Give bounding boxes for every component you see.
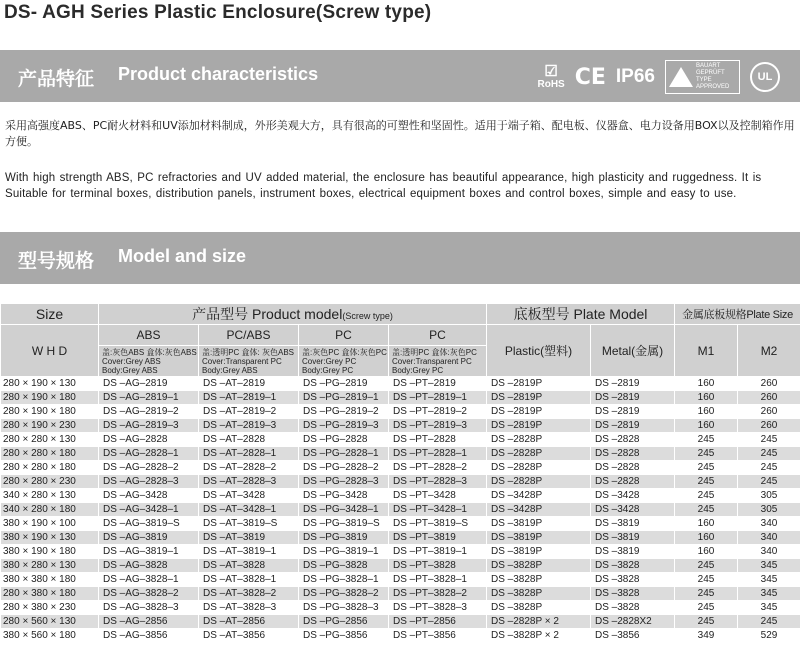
cell-pcabs-model: DS –AT–3828–3 (199, 601, 299, 615)
col-pc-transparent-header: PC (389, 325, 487, 346)
cell-pc-grey-model: DS –PG–3828–2 (299, 587, 389, 601)
table-row (1, 503, 800, 517)
cell-pcabs-model: DS –AT–3856 (199, 629, 299, 643)
cell-pc-grey-model: DS –PG–2819–2 (299, 405, 389, 419)
cell-metal-plate: DS –2819 (591, 405, 675, 419)
table-row (1, 461, 800, 475)
cell-pcabs-model: DS –AT–3828 (199, 559, 299, 573)
cell-pcabs-model: DS –AT–2828–3 (199, 475, 299, 489)
cell-pc-transparent-model: DS –PT–3856 (389, 629, 487, 643)
size-header: Size (1, 304, 99, 325)
cell-m2: 529 (738, 629, 800, 643)
table-row (1, 517, 800, 531)
cell-pc-grey-model: DS –PG–2828 (299, 433, 389, 447)
cell-m2: 345 (738, 587, 800, 601)
cell-abs-model: DS –AG–3819 (99, 531, 199, 545)
cell-pc-grey-model: DS –PG–3819–1 (299, 545, 389, 559)
cell-metal-plate: DS –3828 (591, 573, 675, 587)
cell-m2: 345 (738, 601, 800, 615)
cell-m1: 160 (675, 545, 738, 559)
cell-m2: 245 (738, 447, 800, 461)
cell-abs-model: DS –AG–3828–1 (99, 573, 199, 587)
cell-m1: 245 (675, 615, 738, 629)
table-row (1, 433, 800, 447)
cell-pcabs-model: DS –AT–3428–1 (199, 503, 299, 517)
cell-pcabs-model: DS –AT–2856 (199, 615, 299, 629)
cell-pc-transparent-model: DS –PT–2828–2 (389, 461, 487, 475)
section-title-cn: 型号规格 (18, 251, 95, 272)
cell-metal-plate: DS –2828 (591, 433, 675, 447)
table-row (1, 573, 800, 587)
cell-plastic-plate: DS –3428P (487, 489, 591, 503)
cell-m2: 260 (738, 419, 800, 433)
cell-abs-model: DS –AG–3828 (99, 559, 199, 573)
cell-m1: 160 (675, 405, 738, 419)
cell-plastic-plate: DS –3819P (487, 545, 591, 559)
cell-plastic-plate: DS –3819P (487, 531, 591, 545)
cell-m1: 245 (675, 503, 738, 517)
desc-pcabs: 盖:透明PC 盒体: 灰色ABS Cover:Transparent PC Body:Grey ABS (199, 346, 299, 377)
cell-plastic-plate: DS –2819P (487, 405, 591, 419)
cell-m2: 305 (738, 503, 800, 517)
cell-metal-plate: DS –3819 (591, 545, 675, 559)
cell-size: 280 × 190 × 230 (1, 419, 99, 433)
cell-pcabs-model: DS –AT–3819–1 (199, 545, 299, 559)
cell-metal-plate: DS –2828 (591, 461, 675, 475)
cell-abs-model: DS –AG–3428 (99, 489, 199, 503)
cell-abs-model: DS –AG–2828–3 (99, 475, 199, 489)
cell-m2: 245 (738, 461, 800, 475)
bauart-approved-icon: BAUART GEPRÜFT TYPE APPROVED (665, 60, 740, 94)
cell-pcabs-model: DS –AT–2819–2 (199, 405, 299, 419)
table-row (1, 489, 800, 503)
cell-size: 280 × 280 × 180 (1, 461, 99, 475)
cell-size: 280 × 380 × 230 (1, 601, 99, 615)
col-abs-header: ABS (99, 325, 199, 346)
cell-size: 340 × 280 × 130 (1, 489, 99, 503)
table-row (1, 601, 800, 615)
cell-metal-plate: DS –3828 (591, 559, 675, 573)
cell-m2: 245 (738, 475, 800, 489)
cell-m2: 340 (738, 531, 800, 545)
cell-size: 380 × 560 × 180 (1, 629, 99, 643)
cell-m1: 160 (675, 377, 738, 391)
cell-plastic-plate: DS –3828P (487, 573, 591, 587)
cell-metal-plate: DS –3819 (591, 531, 675, 545)
cell-metal-plate: DS –3428 (591, 503, 675, 517)
cell-plastic-plate: DS –3819P (487, 517, 591, 531)
plate-model-header: 底板型号 Plate Model (487, 304, 675, 325)
cell-pcabs-model: DS –AT–3828–1 (199, 573, 299, 587)
cell-plastic-plate: DS –2819P (487, 377, 591, 391)
cell-size: 280 × 380 × 180 (1, 587, 99, 601)
cell-pcabs-model: DS –AT–2828 (199, 433, 299, 447)
ip66-rating: IP66 (615, 66, 655, 87)
cell-size: 280 × 190 × 180 (1, 391, 99, 405)
cell-abs-model: DS –AG–3428–1 (99, 503, 199, 517)
table-row (1, 615, 800, 629)
cell-pc-transparent-model: DS –PT–2819 (389, 377, 487, 391)
cell-plastic-plate: DS –2819P (487, 391, 591, 405)
cell-plastic-plate: DS –2828P (487, 461, 591, 475)
model-size-table (0, 303, 800, 643)
cell-abs-model: DS –AG–2819 (99, 377, 199, 391)
table-row (1, 447, 800, 461)
table-row (1, 391, 800, 405)
cell-abs-model: DS –AG–2828 (99, 433, 199, 447)
col-m1-header: M1 (675, 325, 738, 377)
cell-pc-grey-model: DS –PG–3428 (299, 489, 389, 503)
cell-pc-transparent-model: DS –PT–3428–1 (389, 503, 487, 517)
cell-pcabs-model: DS –AT–3819 (199, 531, 299, 545)
cell-pc-grey-model: DS –PG–2828–3 (299, 475, 389, 489)
cell-pc-transparent-model: DS –PT–3819–1 (389, 545, 487, 559)
table-row (1, 405, 800, 419)
cell-pc-grey-model: DS –PG–2828–1 (299, 447, 389, 461)
cell-plastic-plate: DS –2828P (487, 475, 591, 489)
cell-pcabs-model: DS –AT–3428 (199, 489, 299, 503)
cell-pc-grey-model: DS –PG–3819–S (299, 517, 389, 531)
section-title-en: Product characteristics (118, 64, 319, 84)
cell-size: 340 × 280 × 180 (1, 503, 99, 517)
intro-text-cn: 采用高强度ABS、PC耐火材料和UV添加材料制成，外形美观大方，具有很高的可塑性和坚固性。适用于端子箱、配电板、仪器盒、电力设备用BOX以及控制箱作用方便。 (5, 119, 795, 148)
cell-m2: 260 (738, 377, 800, 391)
cell-pc-transparent-model: DS –PT–2819–3 (389, 419, 487, 433)
table-row (1, 377, 800, 391)
cell-pcabs-model: DS –AT–2819–3 (199, 419, 299, 433)
cell-pc-grey-model: DS –PG–3828–1 (299, 573, 389, 587)
table-row (1, 419, 800, 433)
table-body (1, 377, 800, 643)
cell-pc-grey-model: DS –PG–2819–3 (299, 419, 389, 433)
cell-m1: 245 (675, 601, 738, 615)
table-row (1, 545, 800, 559)
cell-metal-plate: DS –3856 (591, 629, 675, 643)
col-plastic-header: Plastic(塑料) (487, 325, 591, 377)
cell-metal-plate: DS –3819 (591, 517, 675, 531)
col-m2-header: M2 (738, 325, 800, 377)
cell-metal-plate: DS –3428 (591, 489, 675, 503)
col-pcabs-header: PC/ABS (199, 325, 299, 346)
cell-plastic-plate: DS –2828P (487, 447, 591, 461)
cell-size: 280 × 280 × 130 (1, 433, 99, 447)
whd-header: W H D (1, 325, 99, 377)
cell-metal-plate: DS –2828 (591, 447, 675, 461)
cell-abs-model: DS –AG–3856 (99, 629, 199, 643)
section-title-cn: 产品特征 (18, 69, 95, 90)
section-header-characteristics (0, 50, 800, 102)
cell-pc-transparent-model: DS –PT–3828 (389, 559, 487, 573)
cell-m2: 260 (738, 391, 800, 405)
cell-metal-plate: DS –2828 (591, 475, 675, 489)
cell-pc-grey-model: DS –PG–3819 (299, 531, 389, 545)
cell-plastic-plate: DS –3828P × 2 (487, 629, 591, 643)
cell-m1: 245 (675, 489, 738, 503)
table-row (1, 531, 800, 545)
cell-m1: 245 (675, 573, 738, 587)
cell-pc-transparent-model: DS –PT–2856 (389, 615, 487, 629)
table-row (1, 587, 800, 601)
cell-pc-grey-model: DS –PG–3856 (299, 629, 389, 643)
cell-abs-model: DS –AG–2819–3 (99, 419, 199, 433)
cell-pc-transparent-model: DS –PT–2828 (389, 433, 487, 447)
cell-abs-model: DS –AG–2819–2 (99, 405, 199, 419)
cell-m1: 245 (675, 475, 738, 489)
cell-abs-model: DS –AG–3819–1 (99, 545, 199, 559)
cell-pcabs-model: DS –AT–2828–2 (199, 461, 299, 475)
cell-metal-plate: DS –2819 (591, 377, 675, 391)
table-row (1, 475, 800, 489)
cell-pcabs-model: DS –AT–3828–2 (199, 587, 299, 601)
cell-pc-grey-model: DS –PG–2828–2 (299, 461, 389, 475)
cell-m2: 245 (738, 615, 800, 629)
cell-plastic-plate: DS –2819P (487, 419, 591, 433)
cell-pc-grey-model: DS –PG–3428–1 (299, 503, 389, 517)
cell-pcabs-model: DS –AT–2819–1 (199, 391, 299, 405)
cell-abs-model: DS –AG–3819–S (99, 517, 199, 531)
cell-plastic-plate: DS –2828P (487, 433, 591, 447)
cell-size: 280 × 280 × 230 (1, 475, 99, 489)
cell-pc-grey-model: DS –PG–2856 (299, 615, 389, 629)
cell-plastic-plate: DS –3828P (487, 587, 591, 601)
cell-size: 380 × 190 × 130 (1, 531, 99, 545)
desc-abs: 盖:灰色ABS 盒体:灰色ABS Cover:Grey ABS Body:Grey ABS (99, 346, 199, 377)
cell-pc-grey-model: DS –PG–3828–3 (299, 601, 389, 615)
table-row (1, 629, 800, 643)
cell-size: 380 × 380 × 180 (1, 573, 99, 587)
cell-metal-plate: DS –3828 (591, 587, 675, 601)
cell-size: 280 × 190 × 180 (1, 405, 99, 419)
cell-m1: 160 (675, 531, 738, 545)
cell-metal-plate: DS –2819 (591, 419, 675, 433)
ce-mark-icon: CE (574, 64, 606, 90)
table-row (1, 559, 800, 573)
ul-listed-icon: UL (750, 62, 780, 92)
cell-abs-model: DS –AG–3828–2 (99, 587, 199, 601)
desc-pc-grey: 盖:灰色PC 盒体:灰色PC Cover:Grey PC Body:Grey PC (299, 346, 389, 377)
cell-m1: 245 (675, 559, 738, 573)
col-pc-grey-header: PC (299, 325, 389, 346)
product-model-header: 产品型号 Product model(Screw type) (99, 304, 487, 325)
cell-plastic-plate: DS –3828P (487, 559, 591, 573)
cell-pc-transparent-model: DS –PT–2828–3 (389, 475, 487, 489)
cell-pc-transparent-model: DS –PT–3819 (389, 531, 487, 545)
cell-abs-model: DS –AG–2819–1 (99, 391, 199, 405)
cell-m2: 245 (738, 433, 800, 447)
certification-logos (537, 60, 780, 94)
cell-pc-transparent-model: DS –PT–3828–3 (389, 601, 487, 615)
cell-pc-transparent-model: DS –PT–2819–2 (389, 405, 487, 419)
cell-pc-transparent-model: DS –PT–3819–S (389, 517, 487, 531)
cell-size: 280 × 280 × 180 (1, 447, 99, 461)
cell-pc-grey-model: DS –PG–2819 (299, 377, 389, 391)
cell-metal-plate: DS –3828 (591, 601, 675, 615)
cell-pc-transparent-model: DS –PT–3828–1 (389, 573, 487, 587)
section-title-en: Model and size (118, 246, 247, 266)
cell-size: 380 × 190 × 100 (1, 517, 99, 531)
cell-m2: 345 (738, 559, 800, 573)
cell-m2: 305 (738, 489, 800, 503)
cell-size: 280 × 190 × 130 (1, 377, 99, 391)
cell-plastic-plate: DS –3428P (487, 503, 591, 517)
cell-size: 380 × 190 × 180 (1, 545, 99, 559)
page-title: DS- AGH Series Plastic Enclosure(Screw type) (4, 2, 432, 23)
cell-metal-plate: DS –2828X2 (591, 615, 675, 629)
cell-pcabs-model: DS –AT–2828–1 (199, 447, 299, 461)
cell-plastic-plate: DS –3828P (487, 601, 591, 615)
section-header-model (0, 232, 800, 284)
cell-pc-transparent-model: DS –PT–3428 (389, 489, 487, 503)
col-metal-header: Metal(金属) (591, 325, 675, 377)
intro-text-en: With high strength ABS, PC refractories and UV added material, the enclosure has beautiful appearance, high plasticity and ruggedness. It is Suitable for terminal boxes, distribution panels, instrument boxes, electrical equipment boxes and control boxes, simple and easy to use. (5, 172, 762, 200)
cell-abs-model: DS –AG–3828–3 (99, 601, 199, 615)
cell-m2: 345 (738, 573, 800, 587)
cell-pcabs-model: DS –AT–3819–S (199, 517, 299, 531)
cell-pc-grey-model: DS –PG–3828 (299, 559, 389, 573)
desc-pc-transparent: 盖:透明PC 盒体:灰色PC Cover:Transparent PC Body:Grey PC (389, 346, 487, 377)
cell-m2: 340 (738, 517, 800, 531)
cell-m1: 245 (675, 587, 738, 601)
cell-abs-model: DS –AG–2828–2 (99, 461, 199, 475)
cell-m1: 160 (675, 391, 738, 405)
cell-plastic-plate: DS –2828P × 2 (487, 615, 591, 629)
cell-pc-transparent-model: DS –PT–2819–1 (389, 391, 487, 405)
cell-m1: 245 (675, 433, 738, 447)
cell-m1: 245 (675, 447, 738, 461)
cell-pcabs-model: DS –AT–2819 (199, 377, 299, 391)
cell-abs-model: DS –AG–2828–1 (99, 447, 199, 461)
metal-plate-size-header: 金属底板规格Plate Size (675, 304, 800, 325)
cell-m1: 160 (675, 517, 738, 531)
cell-pc-grey-model: DS –PG–2819–1 (299, 391, 389, 405)
cell-size: 380 × 280 × 130 (1, 559, 99, 573)
cell-m1: 245 (675, 461, 738, 475)
cell-m2: 260 (738, 405, 800, 419)
cell-m2: 340 (738, 545, 800, 559)
cell-abs-model: DS –AG–2856 (99, 615, 199, 629)
cell-size: 280 × 560 × 130 (1, 615, 99, 629)
rohs-icon: ☑ RoHS (537, 62, 565, 90)
cell-pc-transparent-model: DS –PT–3828–2 (389, 587, 487, 601)
cell-pc-transparent-model: DS –PT–2828–1 (389, 447, 487, 461)
cell-metal-plate: DS –2819 (591, 391, 675, 405)
cell-m1: 160 (675, 419, 738, 433)
cell-m1: 349 (675, 629, 738, 643)
